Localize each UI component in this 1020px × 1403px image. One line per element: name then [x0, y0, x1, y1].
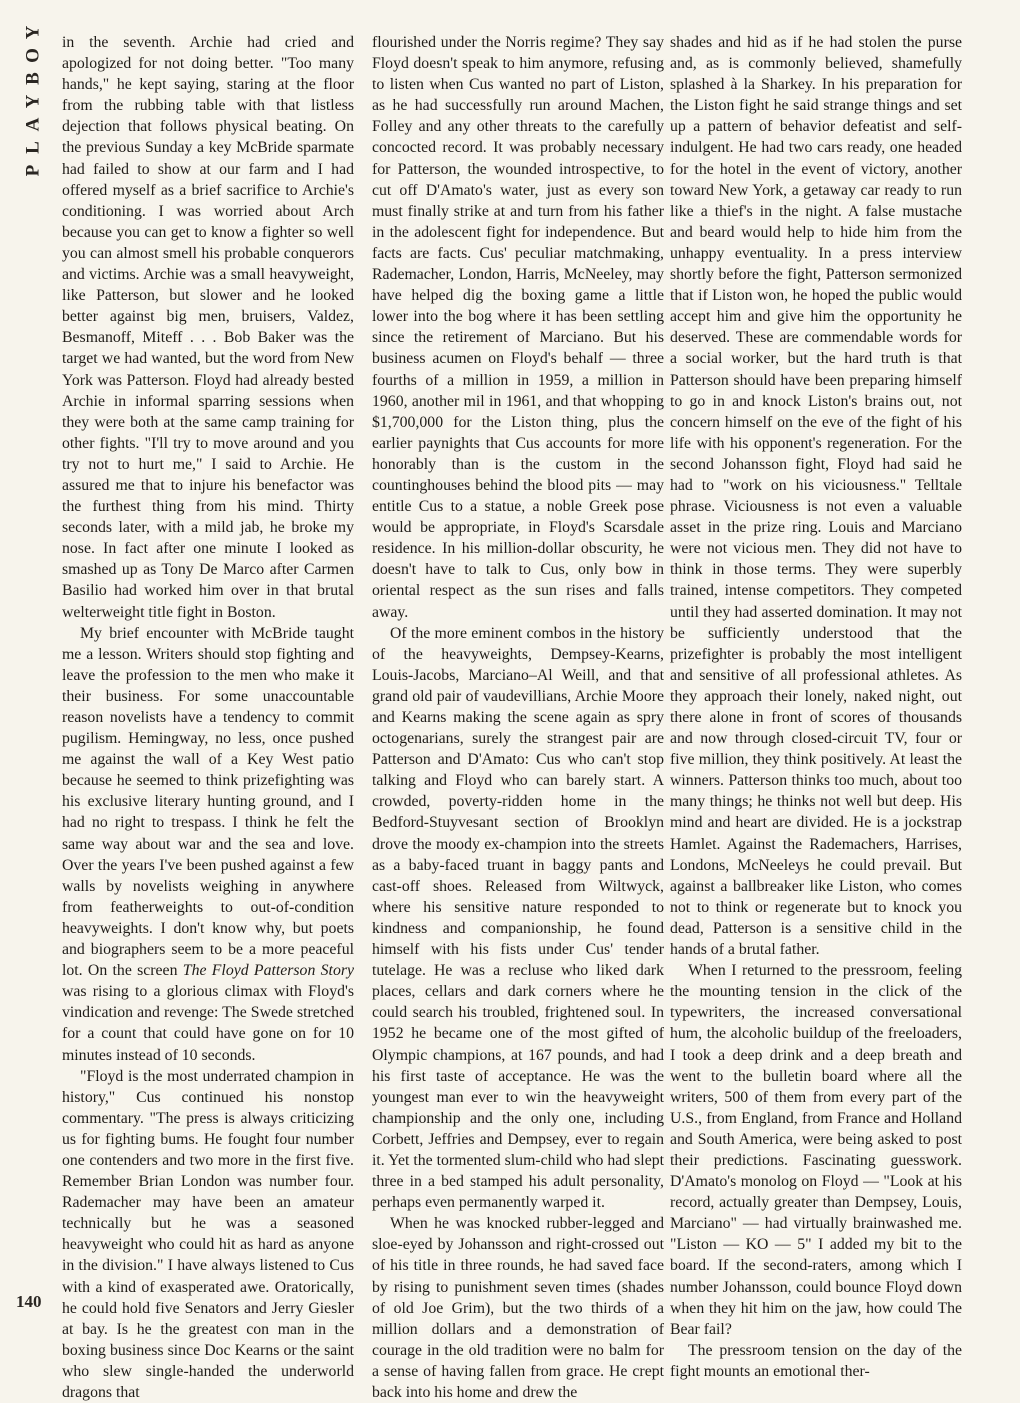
paragraph: When I returned to the pressroom, feeling the mounting tension in the click of the typewriters, the increased conversational hum, the alcoholic buildup of the freeloaders, I took a deep drink and a deep breath and went to the bulletin board where all the writers, 500 of them from every part of the U.S., from England, from France and Holland and South America, were being asked to post their predictions. Fascinating guesswork. D'Amato's monolog on Floyd — "Look at his record, actually greater than Dempsey, Louis, Marciano" — had virtually brainwashed me. "Liston — KO — 5" I added my bit to the board. If the second-raters, among which I number Johansson, could bounce Floyd down when they hit him on the jaw, how could The Bear fail?	[670, 962, 962, 1338]
running-head-letter: Y	[22, 19, 44, 40]
text-column-3	[670, 32, 962, 1380]
running-head-letter: L	[22, 135, 44, 154]
paragraph: When he was knocked rubber-legged and sloe-eyed by Johansson and right-crossed out of his title in three rounds, he had saved face by rising to punishment seven times (shades of old Joe Grim), but the two thirds of a million dollars and a demonstration of courage in the old tradition were no balm for a sense of having fallen from grace. He crept back into his home and drew the	[372, 1215, 664, 1401]
paragraph: in the seventh. Archie had cried and apologized for not doing better. "Too many hands," he kept saying, staring at the floor from the rubbing table with that listless dejection that follows physical beating. On the previous Sunday a key McBride sparmate had failed to show at our farm and I had offered myself as a brief sacrifice to Archie's conditioning. I was worried about Arch because you can get to know a fighter so well you can almost smell his probable conquerors and victims. Archie was a small heavyweight, like Patterson, but slower and he looked better against big men, bruisers, Valdez, Besmanoff, Miteff . . . Bob Baker was the target we had wanted, but the word from New York was Patterson. Floyd had already bested Archie in informal sparring sessions when they were both at the same camp training for other fights. "I'll try to move around and you try not to hurt me," I said to Archie. He assured me that to injure his benefactor was the furthest thing from his mind. Thirty seconds later, with a mild jab, he broke my nose. In fact after one minute I looked as smashed up as Tony De Marco after Carmen Basilio had worked him over in that brutal welterweight title fight in Boston.	[62, 34, 354, 621]
running-head	[22, 18, 44, 179]
page-number: 140	[16, 1292, 42, 1311]
paragraph: "Floyd is the most underrated champion in history," Cus continued his nonstop commentary. "The press is always criticizing us for fighting bums. He fought four number one contenders and two more in the first five. Remember Brian London was number four. Rademacher may have been an amateur technically but he was a seasoned heavyweight who could hit as hard as anyone in the division." I have always listened to Cus with a kind of exasperated awe. Oratorically, he could hold five Senators and Jerry Giesler at bay. Is he the greatest con man in the boxing business since Doc Kearns or the saint who slew single-handed the underworld dragons that	[62, 1067, 354, 1401]
running-head-letter: Y	[22, 88, 44, 109]
running-head-letter: B	[22, 66, 44, 85]
paragraph: shades and hid as if he had stolen the purse and, as is commonly believed, shamefully splashed à la Sharkey. In his preparation for the Liston fight he said strange things and set up a pattern of behavior defeatist and self-indulgent. He had two cars ready, one headed for the hotel in the event of victory, another toward New York, a getaway car ready to run like a thief's in the night. A false mustache and beard would help to hide him from the unhappy eventuality. In a press interview shortly before the fight, Patterson sermonized that if Liston won, he hoped the public would accept him and give him the opportunity he deserved. These are commendable words for a social worker, but the hard truth is that Patterson should have been preparing himself to go in and knock Liston's brains out, not concern himself on the eve of the fight of his life with his opponent's regeneration. For the second Johansson fight, Floyd had said he had to "work on his viciousness." Telltale phrase. Viciousness is not even a valuable asset in the prize ring. Louis and Marciano were not vicious men. They did not have to think in those terms. They were superbly trained, intense competitors. They competed until they had asserted domination. It may not be sufficiently understood that the prizefighter is probably the most intelligent and sensitive of all professional athletes. As they approach their lonely, naked night, out there alone in front of scores of thousands and now through closed-circuit TV, four or five million, they think positively. At least the winners. Patterson thinks too much, about too many things; he thinks not well but deep. His mind and heart are divided. He is a jockstrap Hamlet. Against the Rademachers, Harrises, Londons, McNeeleys he could prevail. But against a ballbreaker like Liston, who comes not to think or regenerate but to knock you dead, Patterson is a sensitive child in the hands of a brutal father.	[670, 34, 962, 959]
paragraph: The pressroom tension on the day of the fight mounts an emotional ther-	[670, 1341, 962, 1380]
running-head-letter: A	[22, 111, 44, 132]
paragraph-with-italic-title	[62, 623, 354, 1066]
paragraph-text-after-title: was rising to a glorious climax with Floyd's vindication and revenge: The Swede stretched for a count that could have gone on for 10 minutes instead of 10 seconds.	[62, 983, 354, 1064]
paragraph-text-before-title: My brief encounter with McBride taught me a lesson. Writers should stop fighting and leave the profession to the men who make it their business. For some unaccountable reason novelists have a tendency to commit pugilism. Hemingway, no less, once pushed me against the wall of a Key West patio because he seemed to think prizefighting was his exclusive literary hunting ground, and I had no right to trespass. I think he felt the same way about war and the sea and love. Over the years I've been pushed against a few walls by novelists weighing in anywhere from featherweights to out-of-condition heavyweights. I don't know why, but poets and biographers seem to be a more peaceful lot. On the screen	[62, 624, 354, 980]
text-column-2	[372, 32, 664, 1401]
running-head-letter: P	[22, 158, 44, 177]
paragraph: Of the more eminent combos in the history of the heavyweights, Dempsey-Kearns, Louis-Jacobs, Marciano–Al Weill, and that grand old pair of vaudevillians, Archie Moore and Kearns making the scene again as spry octogenarians, surely the strangest pair are Patterson and D'Amato: Cus who can't stop talking and Floyd who can barely start. A crowded, poverty-ridden home in the Bedford-Stuyvesant section of Brooklyn drove the moody ex-champion into the streets as a baby-faced truant in baggy pants and cast-off shoes. Released from Wiltwyck, where his sensitive nature responded to kindness and companionship, he found himself with his fists under Cus' tender tutelage. He was a recluse who liked dark places, cellars and dark corners where he could search his troubled, frightened soul. In 1952 he became one of the most gifted of Olympic champions, at 167 pounds, and had his first taste of acceptance. He was the youngest man ever to win the heavyweight championship and the only one, including Corbett, Jeffries and Dempsey, ever to regain it. Yet the tormented slum-child who had slept three in a bed stamped his adult personality, perhaps even permanently warped it.	[372, 624, 664, 1212]
running-head-letter: O	[22, 42, 44, 63]
film-title: The Floyd Patterson Story	[182, 962, 354, 980]
text-column-1	[62, 32, 354, 1401]
paragraph: flourished under the Norris regime? They say Floyd doesn't speak to him anymore, refusing to listen when Cus wanted no part of Liston, as he had successfully run around Machen, Folley and any other threats to the carefully concocted record. It was probably necessary for Patterson, the wounded introspective, to cut off D'Amato's water, just as every son must finally strike at and turn from his father in the adolescent fight for independence. But facts are facts. Cus' peculiar matchmaking, Rademacher, London, Harris, McNeeley, may have helped dig the boxing game a little lower into the bog where it has been settling since the retirement of Marciano. But his business acumen on Floyd's behalf — three fourths of a million in 1959, a million in 1960, another mil in 1961, and that whopping $1,700,000 for the Liston thing, plus the earlier paynights that Cus accounts for more honorably than is the custom in the countinghouses behind the blood pits — may entitle Cus to a statue, a noble Greek pose would be appropriate, in Floyd's Scarsdale residence. In his million-dollar obscurity, he doesn't have to talk to Cus, only bow in oriental respect as the sun rises and falls away.	[372, 34, 664, 621]
